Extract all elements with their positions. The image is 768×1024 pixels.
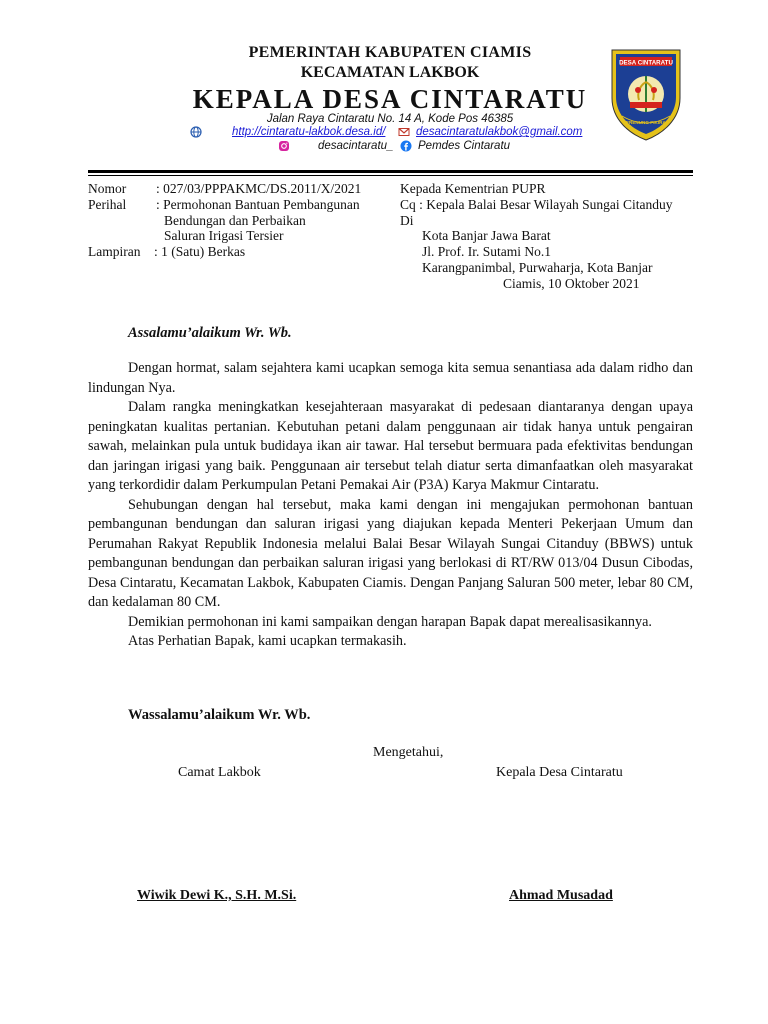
letter-body bbox=[88, 359, 693, 652]
paragraph-3: Sehubungan dengan hal tersebut, maka kami dengan ini mengajukan permohonan bantuan pembangunan bendungan dan saluran irigasi yang diajukan kepada Menteri Pekerjaan Umum dan Perumahan Rakyat Republik Indonesia melalui Balai Besar Wilayah Sungai Citanduy (BBWS) untuk pembangunan bendungan dan perbaikan saluran irigasi yang berlokasi di RT/RW 013/04 Dusun Cibodas, Desa Cintaratu, Kecamatan Lakbok, Kabupaten Ciamis. Dengan Panjang Saluran 500 meter, lebar 80 CM, dan kedalaman 80 CM. bbox=[88, 496, 693, 610]
paragraph-4: Demikian permohonan ini kami sampaikan dengan harapan Bapak dapat merealisasikannya. bbox=[128, 613, 652, 630]
letterhead-district: KECAMATAN LAKBOK bbox=[300, 64, 480, 81]
nomor-label: Nomor bbox=[88, 181, 127, 196]
right-signatory-name: Ahmad Musadad bbox=[509, 888, 613, 903]
website-contact[interactable] bbox=[190, 126, 385, 138]
instagram-handle[interactable]: desacintaratu_ bbox=[318, 140, 394, 152]
recipient-address-1: Kota Banjar Jawa Barat bbox=[422, 228, 551, 243]
nomor-value: : 027/03/PPPAKMC/DS.2011/X/2021 bbox=[156, 181, 362, 196]
recipient-to: Kepada Kementrian PUPR bbox=[400, 181, 546, 196]
instagram-contact[interactable] bbox=[278, 140, 393, 152]
greeting: Assalamu’alaikum Wr. Wb. bbox=[128, 325, 292, 341]
facebook-page[interactable]: Pemdes Cintaratu bbox=[418, 140, 511, 152]
email-contact[interactable] bbox=[398, 126, 582, 138]
facebook-icon bbox=[400, 140, 412, 152]
website-link[interactable]: http://cintaratu-lakbok.desa.id/ bbox=[232, 126, 386, 138]
lampiran-value: : 1 (Satu) Berkas bbox=[154, 244, 246, 259]
letterhead-government: PEMERINTAH KABUPATEN CIAMIS bbox=[248, 44, 532, 61]
perihal-line-2: Bendungan dan Perbaikan bbox=[164, 213, 306, 228]
paragraph-2: Dalam rangka meningkatkan kesejahteraan masyarakat di pedesaan diantaranya dengan upaya peningkatan kualitas pertanian. Kebutuhan petani dalam penggunaan air tidak hanya untuk pengairan sawah, melainkan pula untuk budidaya ikan air tawar. Hal tersebut bermuara pada efektivitas bendungan dan jaringan irigasi yang baik. Penggunaan air tersebut telah diatur serta dimanfaatkan oleh masyarakat yang terkordidir dalam Perkumpulan Petani Pemakai Air (P3A) Karya Makmur Cintaratu. bbox=[88, 399, 693, 493]
emblem-top-text: DESA CINTARATU bbox=[619, 59, 673, 67]
left-signatory-name: Wiwik Dewi K., S.H. M.Si. bbox=[137, 888, 297, 903]
letter-date: Ciamis, 10 Oktober 2021 bbox=[503, 276, 640, 291]
facebook-contact[interactable] bbox=[400, 140, 510, 152]
mail-icon bbox=[398, 126, 410, 138]
globe-icon bbox=[190, 126, 202, 138]
letterhead-title: KEPALA DESA CINTARATU bbox=[192, 84, 588, 114]
email-link[interactable]: desacintaratulakbok@gmail.com bbox=[416, 126, 583, 138]
recipient-cq: Cq : Kepala Balai Besar Wilayah Sungai Citanduy bbox=[400, 197, 673, 212]
village-emblem bbox=[606, 46, 686, 142]
paragraph-1: Dengan hormat, salam sejahtera kami ucapkan semoga kita semua senantiasa ada dalam ridho dan lindungan Nya. bbox=[88, 360, 693, 396]
recipient-address-3: Karangpanimbal, Purwaharja, Kota Banjar bbox=[422, 260, 653, 275]
closing-salutation: Wassalamu’alaikum Wr. Wb. bbox=[128, 707, 311, 723]
letterhead-divider-thin bbox=[88, 175, 693, 176]
recipient-di: Di bbox=[400, 213, 414, 228]
instagram-icon bbox=[278, 140, 290, 152]
letterhead-divider-thick bbox=[88, 170, 693, 173]
recipient-address-2: Jl. Prof. Ir. Sutami No.1 bbox=[422, 244, 552, 259]
perihal-line-3: Saluran Irigasi Tersier bbox=[164, 228, 284, 243]
perihal-line-1: : Permohonan Bantuan Pembangunan bbox=[156, 197, 360, 212]
right-signatory-title: Kepala Desa Cintaratu bbox=[496, 765, 623, 780]
perihal-label: Perihal bbox=[88, 197, 127, 212]
acknowledged-label: Mengetahui, bbox=[373, 745, 444, 760]
paragraph-5: Atas Perhatian Bapak, kami ucapkan termakasih. bbox=[128, 633, 407, 649]
emblem-bottom-text: PERENUNG PIKIRAN bbox=[622, 120, 670, 125]
lampiran-label: Lampiran bbox=[88, 244, 141, 259]
letterhead-address: Jalan Raya Cintaratu No. 14 A, Kode Pos 46385 bbox=[266, 113, 514, 125]
left-signatory-title: Camat Lakbok bbox=[178, 765, 261, 780]
